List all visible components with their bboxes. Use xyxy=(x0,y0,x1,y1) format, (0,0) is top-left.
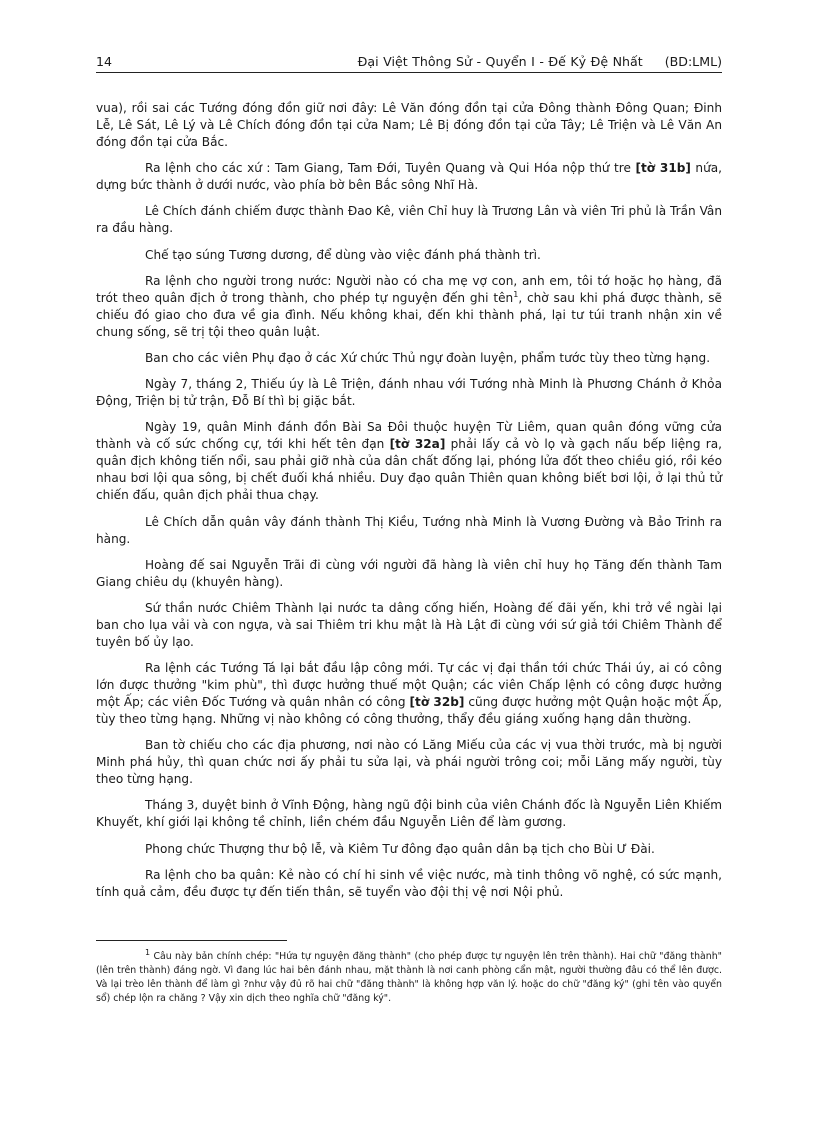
paragraph: Ra lệnh cho ba quân: Kẻ nào có chí hi sinh về việc nước, mà tinh thông võ nghệ, có sức mạnh, tính quả cảm, đều được tự đến tiến thân, sẽ tuyển vào đội thị vệ nơi Nội phủ. xyxy=(96,867,722,899)
footnote-divider xyxy=(96,940,287,941)
edition-code: (BD:LML) xyxy=(664,54,722,69)
page-header xyxy=(96,50,722,73)
paragraph: Hoàng đế sai Nguyễn Trãi đi cùng với người đã hàng là viên chỉ huy họ Tăng đến thành Tam Giang chiêu dụ (khuyên hàng). xyxy=(96,557,722,589)
book-title: Đại Việt Thông Sử - Quyển I - Đế Kỷ Đệ Nhất xyxy=(357,54,643,69)
folio-marker: [tờ 32a] xyxy=(389,437,446,452)
paragraph: vua), rồi sai các Tướng đóng đồn giữ nơi đây: Lê Văn đóng đồn tại cửa Đông thành Đông Quan; Đinh Lễ, Lê Sát, Lê Lý và Lê Chích đóng đồn tại cửa Nam; Lê Bị đóng đồn tại cửa Tây; Lê Triện và Lê Văn An đóng đồn tại cửa Bắc. xyxy=(96,101,722,149)
paragraph: Ban cho các viên Phụ đạo ở các Xứ chức Thủ ngự đoàn luyện, phẩm tước tùy theo từng hạng. xyxy=(145,350,711,365)
paragraph: Ngày 19, quân Minh đánh đồn Bài Sa Đôi thuộc huyện Từ Liêm, quan quân đóng vững cửa thành và cố sức chống cự, tới khi hết tên đạn [tờ 32a] phải lấy cả vò lọ và gạch nấu bếp liệng ra, quân địch không tiến nổi, sau phải giỡ nhà của dân chất đống lại, phóng lửa đốt theo chiều gió, rồi kéo nhau bơi lội qua sông, bị chết đuối khá nhiều. Duy đạo quân Thiên quan không biết bơi lội, ở lại thủ tử chiến đấu, quân địch phải thua chạy. xyxy=(96,420,723,503)
paragraph: Ra lệnh cho người trong nước: Người nào có cha mẹ vợ con, anh em, tôi tớ hoặc họ hàng, đã trót theo quân địch ở trong thành, cho phép tự nguyện đến ghi tên$^1$, chờ sau khi phá được thành, sẽ chiếu đó giao cho đưa về gia đình. Nếu không khai, đến khi thành phá, lại tư túi tranh nhận xin về chung sống, sẽ trị tội theo quân luật. xyxy=(96,273,722,339)
page-number: 14 xyxy=(96,54,113,69)
paragraph: Sứ thần nước Chiêm Thành lại nước ta dâng cống hiến, Hoàng đế đãi yến, khi trở về ngài lại ban cho lụa vải và con ngựa, và sai Thiêm tri khu mật là Hà Lật đi cùng với sứ giả tới Chiêm Thành để tuyên bố ủy lạo. xyxy=(96,600,722,649)
paragraph: Ra lệnh các Tướng Tá lại bắt đầu lập công mới. Tự các vị đại thần tới chức Thái úy, ai có công lớn được thưởng "kim phù", thì được hưởng thuế một Quận; các viên Chấp lệnh có công được hưởng một Ấp; các viên Đốc Tướng và quân nhân có công [tờ 32b] cũng được hưởng một Quận hoặc một Ấp, tùy theo từng hạng. Những vị nào không có công thưởng, thẩy đều giáng xuống hạng dân thường. xyxy=(96,661,723,727)
folio-marker: [tờ 32b] xyxy=(409,695,465,710)
paragraph: Ngày 7, tháng 2, Thiếu úy là Lê Triện, đánh nhau với Tướng nhà Minh là Phương Chánh ở Khỏa Động, Triện bị tử trận, Đỗ Bí thì bị giặc bắt. xyxy=(96,377,722,409)
paragraph: Lê Chích dẫn quân vây đánh thành Thị Kiều, Tướng nhà Minh là Vương Đường và Bảo Trinh ra hàng. xyxy=(96,514,722,546)
paragraph: Lê Chích đánh chiếm được thành Đao Kê, viên Chỉ huy là Trương Lân và viên Tri phủ là Trần Vân ra đầu hàng. xyxy=(96,204,722,236)
footnote xyxy=(96,947,722,1006)
folio-marker: [tờ 31b] xyxy=(635,161,691,176)
footnote-marker: 1 xyxy=(145,947,151,957)
paragraph: Phong chức Thượng thư bộ lễ, và Kiêm Tư đông đạo quân dân bạ tịch cho Bùi Ư Đài. xyxy=(145,841,655,856)
paragraph: Tháng 3, duyệt binh ở Vĩnh Động, hàng ngũ đội binh của viên Chánh đốc là Nguyễn Liên Khiếm Khuyết, khí giới lại không tề chỉnh, liền chém đầu Nguyễn Liên để làm gương. xyxy=(96,798,722,830)
body-text xyxy=(96,100,722,910)
paragraph: Ra lệnh cho các xứ : Tam Giang, Tam Đới, Tuyên Quang và Qui Hóa nộp thứ tre [tờ 31b] nứa, dựng bức thành ở dưới nước, vào phía bờ bên Bắc sông Nhĩ Hà. xyxy=(96,161,723,193)
paragraph: Ban tờ chiếu cho các địa phương, nơi nào có Lăng Miếu của các vị vua thời trước, mà bị người Minh phá hủy, thì quan chức nơi ấy phải tu sửa lại, và phái người trông coi; mỗi Lăng mấy người, tùy theo từng hạng. xyxy=(96,738,722,787)
paragraph: Chế tạo súng Tương dương, để dùng vào việc đánh phá thành trì. xyxy=(145,247,541,262)
footnote-reference[interactable]: 1 xyxy=(513,289,519,299)
running-title xyxy=(358,54,722,69)
footnote-text: Câu này bản chính chép: "Hứa tự nguyện đăng thành" (cho phép được tự nguyện lên trên thành). Hai chữ "đăng thành" (lên trên thành) đáng ngờ. Vì đang lúc hai bên đánh nhau, mặt thành là nơi canh phòng cẩn mật, người thường đâu có thể lên được. Và lại trèo lên thành để làm gì ?như vậy đủ rõ hai chữ "đăng thành" là không hợp văn lý. hoặc do chữ "đăng ký" (ghi tên vào quyển sổ) chép lộn ra chăng ? Vậy xin dịch theo nghĩa chữ "đăng ký". xyxy=(96,951,722,1004)
